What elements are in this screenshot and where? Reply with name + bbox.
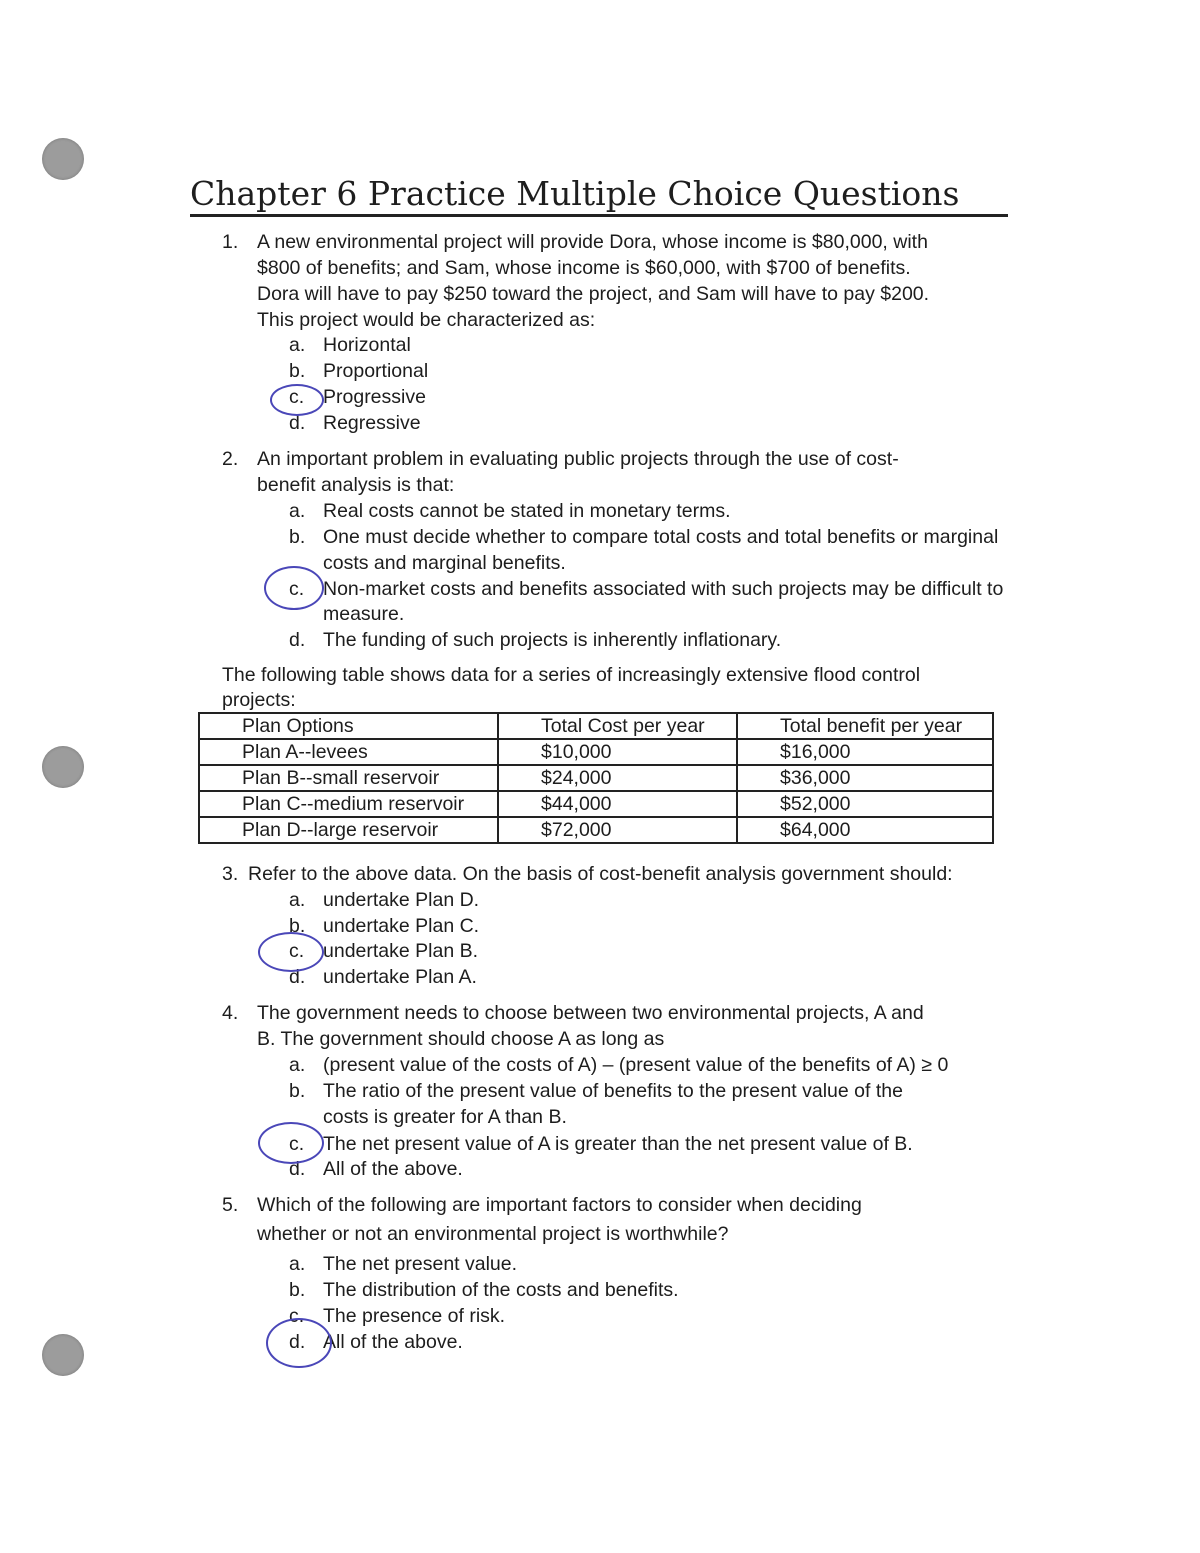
option-letter: d.	[289, 629, 306, 651]
option-text: Regressive	[323, 412, 421, 434]
option-letter: b.	[289, 1279, 306, 1301]
option-letter: a.	[289, 1054, 306, 1076]
option-text: measure.	[323, 603, 405, 625]
binder-hole-middle	[42, 746, 84, 788]
option-text: (present value of the costs of A) – (present value of the benefits of A) ≥ 0	[323, 1054, 949, 1076]
option-letter: d.	[289, 1158, 306, 1180]
table-cell: $10,000	[498, 739, 737, 765]
table-cell: $52,000	[737, 791, 993, 817]
table-cell: Plan D--large reservoir	[199, 817, 498, 843]
table-row	[199, 817, 993, 843]
title-underline	[190, 214, 1008, 217]
option-letter: a.	[289, 500, 306, 522]
flood-control-table	[198, 712, 994, 844]
table-row	[199, 739, 993, 765]
option-letter: b.	[289, 526, 306, 548]
option-text: All of the above.	[323, 1158, 463, 1180]
option-letter: a.	[289, 1253, 306, 1275]
question-number: 3.	[222, 863, 239, 885]
question-text-line: Which of the following are important factors to consider when deciding	[257, 1194, 862, 1216]
question-text-line: whether or not an environmental project is worthwhile?	[257, 1223, 729, 1245]
question-number: 5.	[222, 1194, 239, 1216]
option-letter: c.	[289, 578, 305, 600]
question-number: 2.	[222, 448, 239, 470]
option-letter: c.	[289, 386, 305, 408]
table-row	[199, 791, 993, 817]
option-text: The ratio of the present value of benefits to the present value of the	[323, 1080, 903, 1102]
table-cell: $72,000	[498, 817, 737, 843]
option-text: Real costs cannot be stated in monetary terms.	[323, 500, 731, 522]
table-cell: $16,000	[737, 739, 993, 765]
option-text: costs and marginal benefits.	[323, 552, 566, 574]
option-text: undertake Plan D.	[323, 889, 480, 911]
option-text: undertake Plan B.	[323, 940, 479, 962]
option-letter: a.	[289, 889, 306, 911]
option-text: All of the above.	[323, 1331, 463, 1353]
question-text-line: The government needs to choose between two environmental projects, A and	[257, 1002, 924, 1024]
option-text: undertake Plan A.	[323, 966, 477, 988]
table-cell: Plan C--medium reservoir	[199, 791, 498, 817]
option-letter: c.	[289, 1305, 305, 1327]
question-text-line: A new environmental project will provide Dora, whose income is $80,000, with	[257, 231, 928, 253]
table-header-cell: Plan Options	[199, 713, 498, 739]
question-number: 1.	[222, 231, 239, 253]
option-text: Horizontal	[323, 334, 411, 356]
table-cell: $44,000	[498, 791, 737, 817]
table-header-cell: Total Cost per year	[498, 713, 737, 739]
page-title: Chapter 6 Practice Multiple Choice Questions	[190, 174, 960, 213]
binder-hole-top	[42, 138, 84, 180]
question-text-line: Refer to the above data. On the basis of cost-benefit analysis government should:	[248, 863, 953, 885]
question-text-line: B. The government should choose A as long as	[257, 1028, 665, 1050]
question-text-line: benefit analysis is that:	[257, 474, 455, 496]
option-letter: b.	[289, 1080, 306, 1102]
option-letter: d.	[289, 1331, 306, 1353]
table-cell: Plan A--levees	[199, 739, 498, 765]
question-text-line: $800 of benefits; and Sam, whose income is $60,000, with $700 of benefits.	[257, 257, 911, 279]
option-text: The presence of risk.	[323, 1305, 506, 1327]
table-cell: $24,000	[498, 765, 737, 791]
table-intro-line: projects:	[222, 689, 296, 711]
option-letter: a.	[289, 334, 306, 356]
question-text-line: An important problem in evaluating public projects through the use of cost-	[257, 448, 899, 470]
table-row	[199, 765, 993, 791]
option-text: costs is greater for A than B.	[323, 1106, 567, 1128]
option-letter: d.	[289, 966, 306, 988]
option-text: The distribution of the costs and benefits.	[323, 1279, 679, 1301]
option-text: undertake Plan C.	[323, 915, 480, 937]
binder-hole-bottom	[42, 1334, 84, 1376]
question-number: 4.	[222, 1002, 239, 1024]
option-text: The net present value of A is greater than the net present value of B.	[323, 1133, 913, 1155]
option-text: One must decide whether to compare total costs and total benefits or marginal	[323, 526, 999, 548]
question-text-line: This project would be characterized as:	[257, 309, 596, 331]
table-cell: Plan B--small reservoir	[199, 765, 498, 791]
option-text: The funding of such projects is inherently inflationary.	[323, 629, 782, 651]
option-letter: b.	[289, 915, 306, 937]
option-letter: c.	[289, 940, 305, 962]
option-text: Proportional	[323, 360, 429, 382]
option-letter: b.	[289, 360, 306, 382]
table-cell: $36,000	[737, 765, 993, 791]
option-letter: d.	[289, 412, 306, 434]
table-intro-line: The following table shows data for a series of increasingly extensive flood control	[222, 664, 921, 686]
table-header-cell: Total benefit per year	[737, 713, 993, 739]
table-cell: $64,000	[737, 817, 993, 843]
option-text: Progressive	[323, 386, 426, 408]
question-text-line: Dora will have to pay $250 toward the project, and Sam will have to pay $200.	[257, 283, 930, 305]
table-header-row	[199, 713, 993, 739]
option-letter: c.	[289, 1133, 305, 1155]
option-text: The net present value.	[323, 1253, 518, 1275]
option-text: Non-market costs and benefits associated with such projects may be difficult to	[323, 578, 1004, 600]
